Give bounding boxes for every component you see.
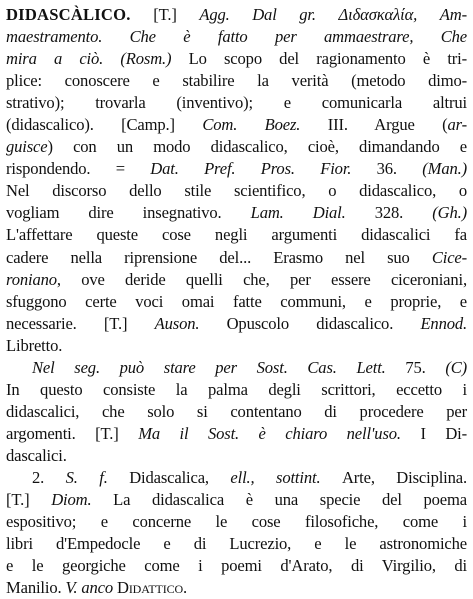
text-segment: 36. <box>376 159 423 179</box>
text-segment: I Di- <box>420 423 468 443</box>
italic-segment: roniano <box>6 269 57 289</box>
citation: Diom. <box>51 490 114 510</box>
italic-segment: Cice- <box>431 247 467 267</box>
entry-line-16: Libretto. <box>6 335 63 355</box>
text-segment: La didascalica è una specie del poema <box>113 490 467 510</box>
entry-line-17 <box>6 357 467 379</box>
entry-line-4: plice: conoscere e stabilire la verità (metodo dimo- <box>6 71 467 91</box>
italic-segment: ell., sottint. <box>230 467 342 487</box>
definition-end: mira a ciò. (Rosm.) <box>6 49 172 69</box>
text-segment: 75. <box>405 357 446 377</box>
text-segment: , ove deride quelli che, per essere ciceroniani, <box>56 269 467 289</box>
entry-line-12 <box>6 247 467 269</box>
text-segment: Didascalica, <box>129 467 231 487</box>
entry-line-23 <box>6 489 467 511</box>
cross-reference: Didattico. <box>117 578 187 598</box>
citation: Lam. Dial. <box>250 203 375 223</box>
text-segment: Opuscolo didascalico. <box>226 313 421 333</box>
entry-line-18: In questo consiste la palma degli scrittori, eccetto i <box>6 379 467 399</box>
entry-line-9: Nel discorso dello stile scientifico, o didascalico, o <box>6 181 467 201</box>
entry-line-15 <box>6 313 467 335</box>
entry-line-19: didascalici, che solo si contentano di procedere per <box>6 401 467 421</box>
citation: Nel seg. può stare per Sost. Cas. Lett. <box>32 357 406 377</box>
text-segment: ) con un modo didascalico, cioè, dimandando e <box>47 137 467 157</box>
entry-line-20 <box>6 423 467 445</box>
entry-line-1 <box>6 4 467 26</box>
text-segment: Arte, Disciplina. <box>341 467 467 487</box>
entry-line-6 <box>6 114 467 136</box>
citation-tag: (C) <box>445 357 467 377</box>
dictionary-entry <box>6 4 467 599</box>
text-segment: III. Argue ( <box>327 115 448 135</box>
text-segment: (didascalico). [Camp.] <box>6 115 203 135</box>
text-segment: necessarie. [T.] <box>6 313 155 333</box>
italic-segment: V. anco <box>65 578 117 598</box>
citation: Dat. Pref. Pros. Fior. <box>150 159 377 179</box>
text-segment: vogliam dire insegnativo. <box>6 203 251 223</box>
entry-line-3 <box>6 48 467 70</box>
text-segment: rispondendo. = <box>6 159 151 179</box>
italic-segment: Ma il Sost. è chiaro nell'uso. <box>138 423 421 443</box>
text-segment: Manilio. <box>6 578 66 598</box>
text-segment: cadere nella riprensione del... Erasmo nel suo <box>6 247 432 267</box>
citation: Ennod. <box>420 313 468 333</box>
entry-line-7 <box>6 136 467 158</box>
entry-line-5: strativo); trovarla (inventivo); e comunicarla altrui <box>6 93 467 113</box>
entry-line-24: espositivo; e concerne le cose filosofiche, come i <box>6 512 467 532</box>
source-tag: [T.] <box>130 5 200 24</box>
italic-segment: S. f. <box>65 467 130 487</box>
citation-tag: (Man.) <box>422 159 467 179</box>
entry-line-27 <box>6 577 467 599</box>
entry-line-13 <box>6 269 467 291</box>
italic-segment: guisce <box>6 137 48 157</box>
text-segment: [T.] <box>6 490 52 510</box>
etymology: Agg. Dal gr. Διδασκαλία, Am- <box>199 5 467 24</box>
entry-line-2: maestramento. Che è fatto per ammaestrare, Che <box>6 27 467 47</box>
citation: Com. Boez. <box>202 115 328 135</box>
sense-number: 2. <box>32 467 66 487</box>
text-segment: 328. <box>374 203 433 223</box>
text-segment: Lo scopo del ragionamento è tri- <box>171 49 467 69</box>
italic-segment: ar- <box>447 115 467 135</box>
entry-line-8 <box>6 158 467 180</box>
entry-line-10 <box>6 202 467 224</box>
entry-line-25: libri d'Empedocle e di Lucrezio, e le astronomiche <box>6 534 467 554</box>
citation: Auson. <box>154 313 227 333</box>
citation-tag: (Gh.) <box>432 203 467 223</box>
headword: DIDASCÀLICO. <box>6 5 131 24</box>
entry-line-21: dascalici. <box>6 445 67 465</box>
entry-line-26: e le georgiche come i poemi d'Arato, di Virgilio, di <box>6 556 467 576</box>
entry-line-11: L'affettare queste cose negli argumenti didascalici fa <box>6 225 467 245</box>
text-segment: argomenti. [T.] <box>6 423 139 443</box>
entry-line-14: sfuggono certe voci omai fatte communi, e proprie, e <box>6 291 467 311</box>
entry-line-22 <box>6 467 467 489</box>
